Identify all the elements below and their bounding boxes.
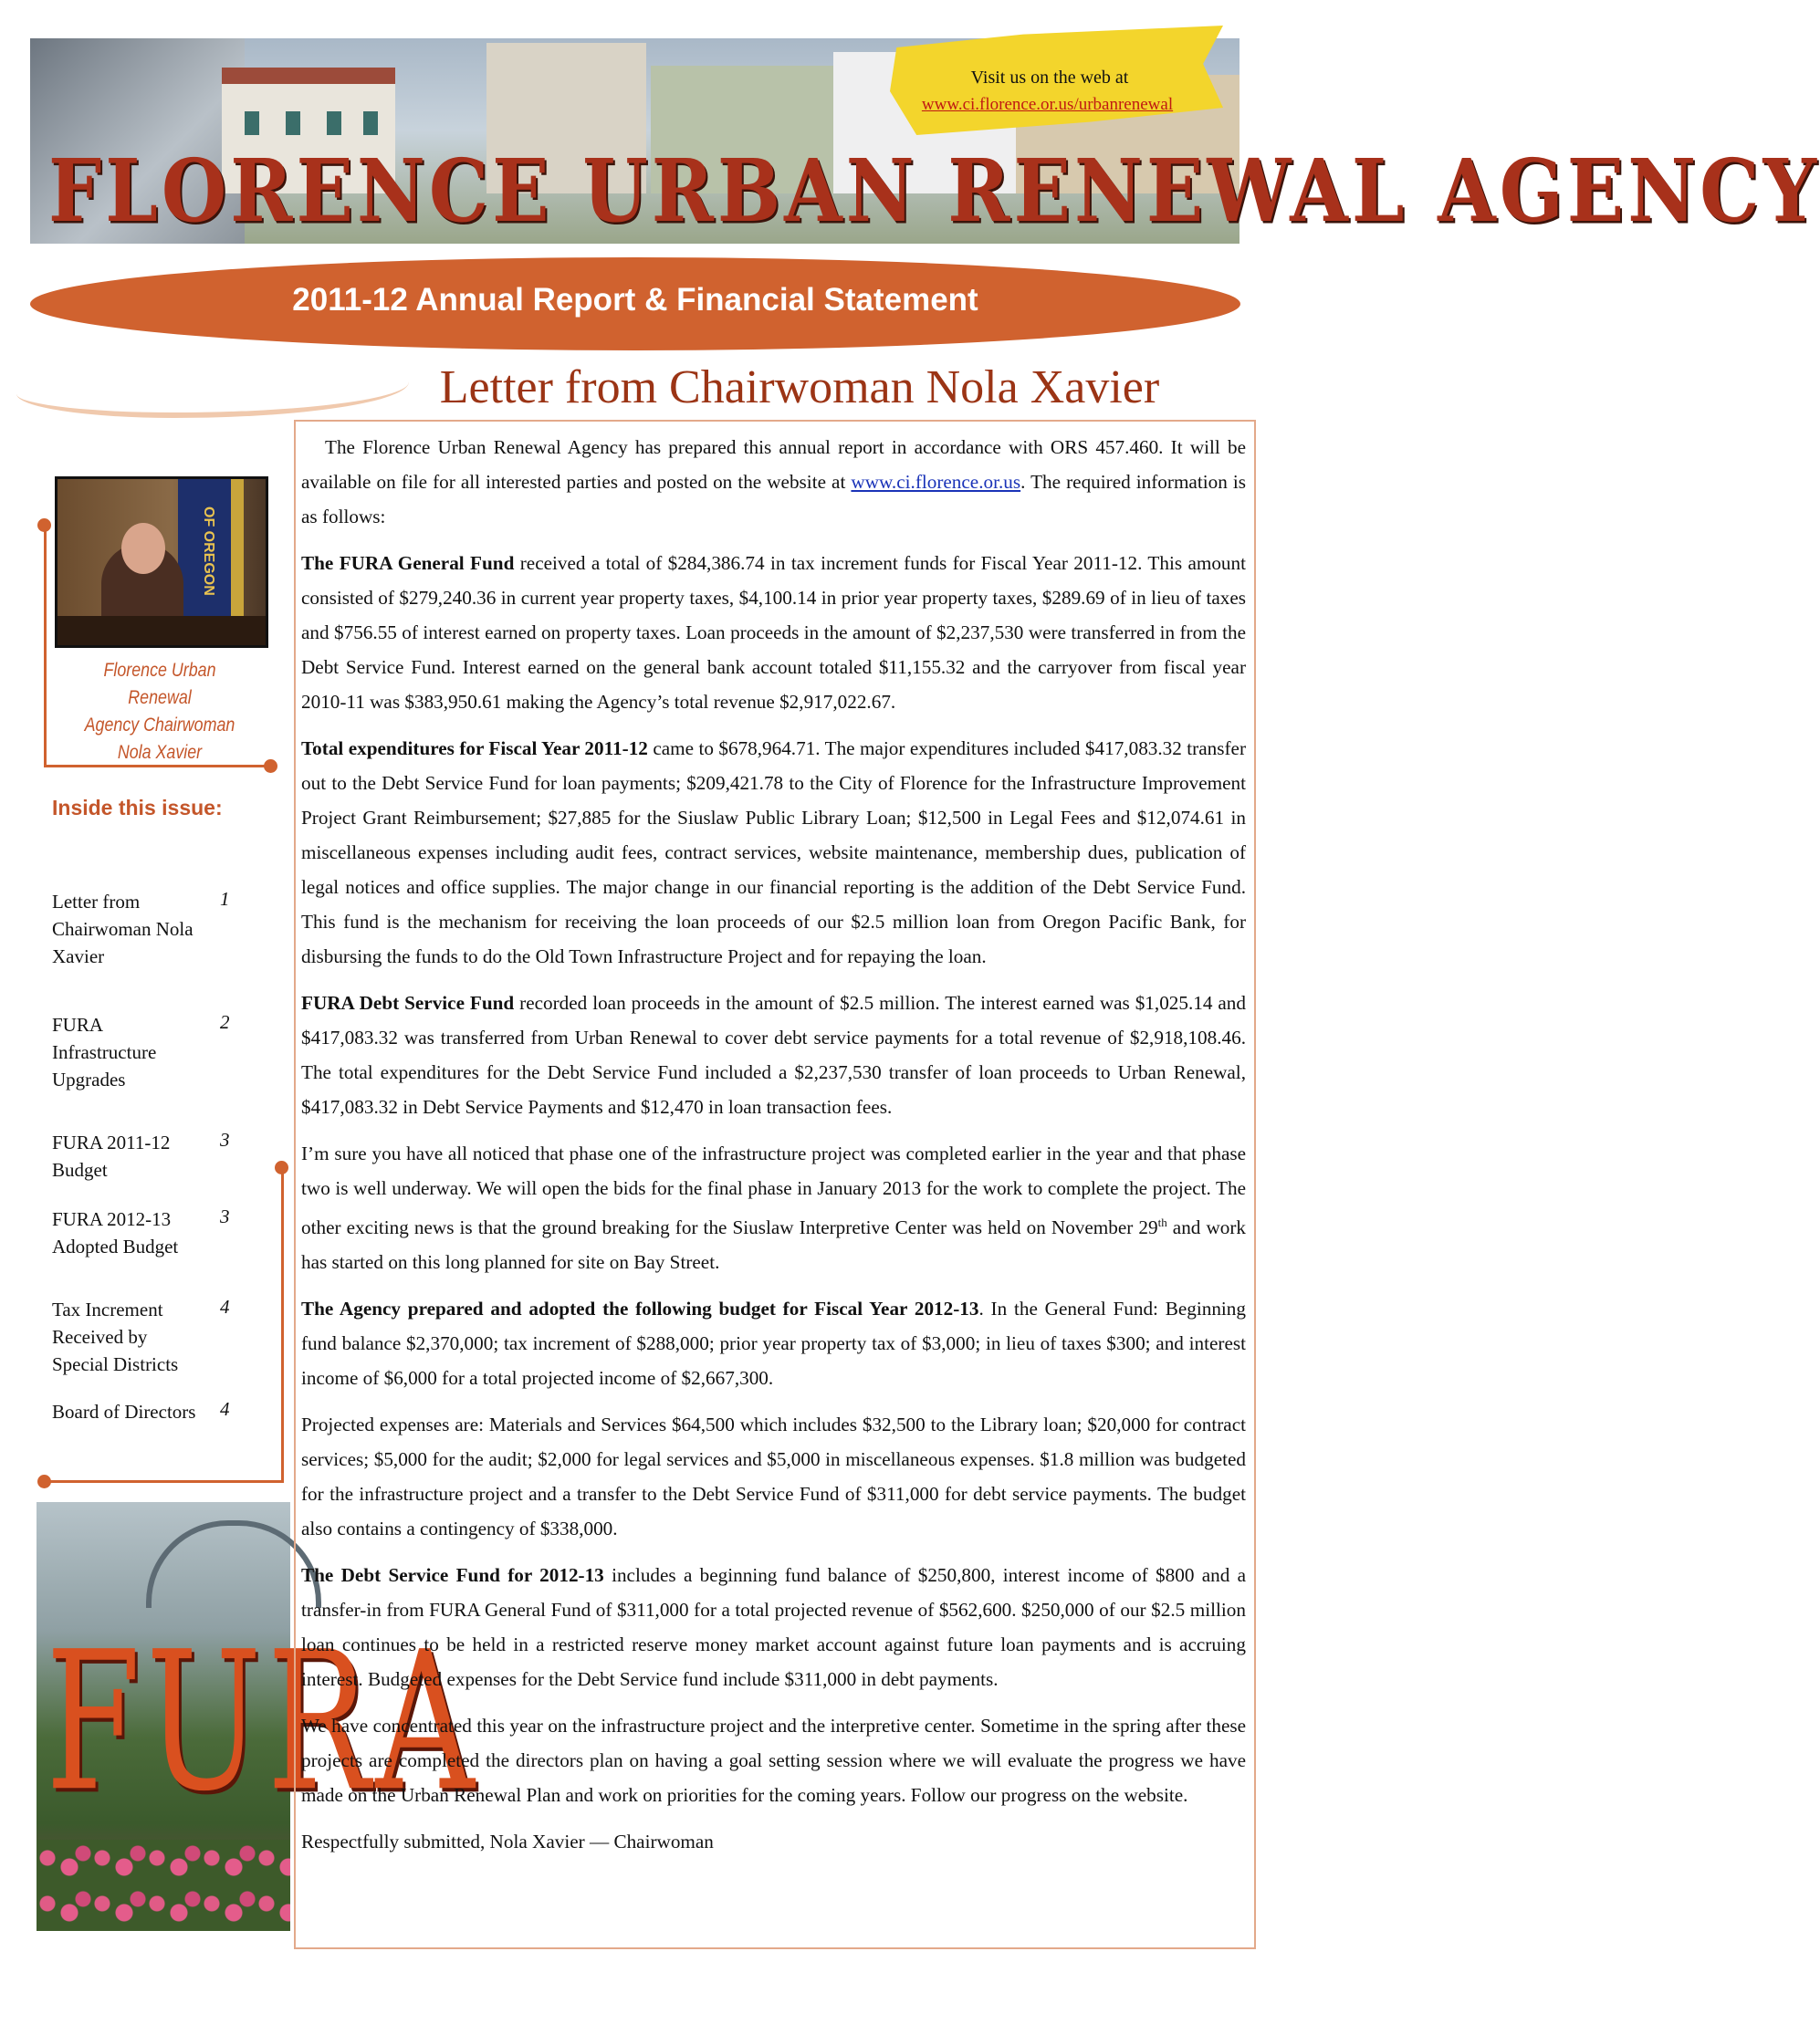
paragraph: FURA Debt Service Fund recorded loan proceeds in the amount of $2.5 million. The interest earned was $1,025.14 and $417,083.32 was transferred from Urban Renewal to cover debt service payments for a total revenue of $2,918,108.46. The total expenditures for the Debt Service Fund included a $2,237,530 transfer of loan proceeds to Urban Renewal, $417,083.32 in Debt Service Payments and $12,470 in loan transaction fees. [301, 992, 1246, 1118]
connector-line [44, 1480, 284, 1483]
paragraph: Projected expenses are: Materials and Services $64,500 which includes $32,500 to the Library loan; $20,000 for contract services; $5,000 for the audit; $2,000 for legal services and $5,000 in miscellaneous expenses. $1.8 million was budgeted for the infrastructure project and a transfer to the Debt Service Fund of $311,000 for debt service payments. The budget also contains a contingency of $338,000. [301, 1414, 1246, 1540]
toc-item[interactable]: FURA 2011-12 Budget [52, 1132, 171, 1181]
chairwoman-photo [55, 476, 268, 648]
toc-item[interactable]: Board of Directors [52, 1401, 196, 1423]
connector-dot [37, 518, 51, 532]
connector-dot [264, 759, 277, 773]
paragraph: I’m sure you have all noticed that phase one of the infrastructure project was completed earlier in the year and that phase two is well underway. We will open the bids for the final phase in January 2013 for the work to complete the project. The other exciting news is that the ground breaking for the Siuslaw Interpretive Center was held on November 29th and work has started on this long planned for site on Bay Street. [301, 1143, 1247, 1274]
signoff: Respectfully submitted, Nola Xavier — Chairwoman [301, 1831, 714, 1853]
website-link[interactable]: www.ci.florence.or.us [851, 471, 1021, 493]
letter-body [301, 430, 1246, 1871]
toc-item[interactable]: FURA 2012-13 Adopted Budget [52, 1208, 179, 1258]
fura-logo-image [37, 1502, 480, 1931]
paragraph: The Debt Service Fund for 2012-13 includes a beginning fund balance of $250,800, interest income of $800 and a transfer-in from FURA General Fund of $311,000 for a total projected revenue of $562,600. $250,000 of our $2.5 million loan continues to be held in a restricted reserve money market account against future loan payments and is accruing interest. Budgeted expenses for the Debt Service fund include $311,000 in debt payments. [301, 1564, 1246, 1691]
desk [58, 616, 266, 645]
toc-page-number: 2 [220, 1011, 230, 1033]
connector-dot [37, 1475, 51, 1488]
toc-item[interactable]: FURA Infrastructure Upgrades [52, 1014, 157, 1091]
web-link[interactable]: www.ci.florence.or.us/urbanrenewal [921, 95, 1174, 114]
connector-line [281, 1170, 284, 1480]
toc-item[interactable]: Letter from Chairwoman Nola Xavier [52, 891, 194, 967]
paragraph: We have concentrated this year on the infrastructure project and the interpretive center. Sometime in the spring after these projects are completed the directors plan on having a goal setting session where we will evaluate the progress we have made on the Urban Renewal Plan and work on priorities for the coming years. Follow our progress on the website. [301, 1715, 1246, 1807]
toc-title: Inside this issue: [52, 796, 223, 819]
toc-page-number: 3 [220, 1129, 230, 1151]
person-face [121, 523, 165, 574]
photo-caption: Florence Urban Renewal Agency Chairwoman Nola Xavier [84, 660, 235, 763]
connector-dot [275, 1161, 288, 1174]
toc-page-number: 4 [220, 1398, 230, 1420]
paragraph: Total expenditures for Fiscal Year 2011-12 came to $678,964.71. The major expenditures included $417,083.32 transfer out to the Debt Service Fund for loan payments; $209,421.78 to the City of Florence for the Infrastructure Improvement Project Grant Reimbursement; $27,885 for the Siuslaw Public Library Loan; $12,500 in Legal Fees and $12,074.61 in miscellaneous expenses including audit fees, contract services, website maintenance, membership dues, publication of legal notices and office supplies. The major change in our financial reporting is the addition of the Debt Service Fund. This fund is the mechanism for receiving the loan proceeds of our $2.5 million loan from Oregon Pacific Bank, for disbursing the funds to do the Old Town Infrastructure Project and for repaying the loan. [301, 737, 1247, 967]
flowers [37, 1840, 290, 1931]
fura-logo-text: FURA [46, 1612, 480, 1834]
toc-page-number: 1 [220, 888, 230, 910]
paragraph: The Agency prepared and adopted the following budget for Fiscal Year 2012-13. In the General Fund: Beginning fund balance $2,370,000; tax increment of $288,000; prior year property tax of $3,000; in lieu of taxes $300; and interest income of $6,000 for a total projected income of $2,667,300. [301, 1298, 1246, 1390]
toc-item[interactable]: Tax Increment Received by Special Districts [52, 1299, 179, 1375]
report-heading: 2011-12 Annual Report & Financial Statement [292, 282, 978, 318]
letter-title: Letter from Chairwoman Nola Xavier [439, 361, 1160, 413]
paragraph: The Florence Urban Renewal Agency has prepared this annual report in accordance with ORS 457.460. It will be available on file for all interested parties and posted on the website at www.ci.florence.or.us. The required information is as follows: [301, 436, 1246, 527]
toc-page-number: 4 [220, 1296, 230, 1318]
connector-line [44, 525, 47, 767]
toc-page-number: 3 [220, 1205, 230, 1227]
paragraph: The FURA General Fund received a total of $284,386.74 in tax increment funds for Fiscal Year 2011-12. This amount consisted of $279,240.36 in current year property taxes, $4,100.14 in prior year property taxes, $289.69 of in lieu of taxes and $756.55 of interest earned on property taxes. Loan proceeds in the amount of $2,237,530 were transferred in from the Debt Service Fund. Interest earned on the general bank account totaled $11,155.32 and the carryover from fiscal year 2010-11 was $383,950.61 making the Agency’s total revenue $2,917,022.67. [301, 552, 1246, 713]
web-label: Visit us on the web at [970, 68, 1129, 88]
flag-text: OF OREGON [201, 506, 216, 596]
connector-line [44, 765, 267, 767]
decorative-swoosh [16, 358, 409, 418]
agency-title: FLORENCE URBAN RENEWAL AGENCY [48, 141, 1820, 243]
